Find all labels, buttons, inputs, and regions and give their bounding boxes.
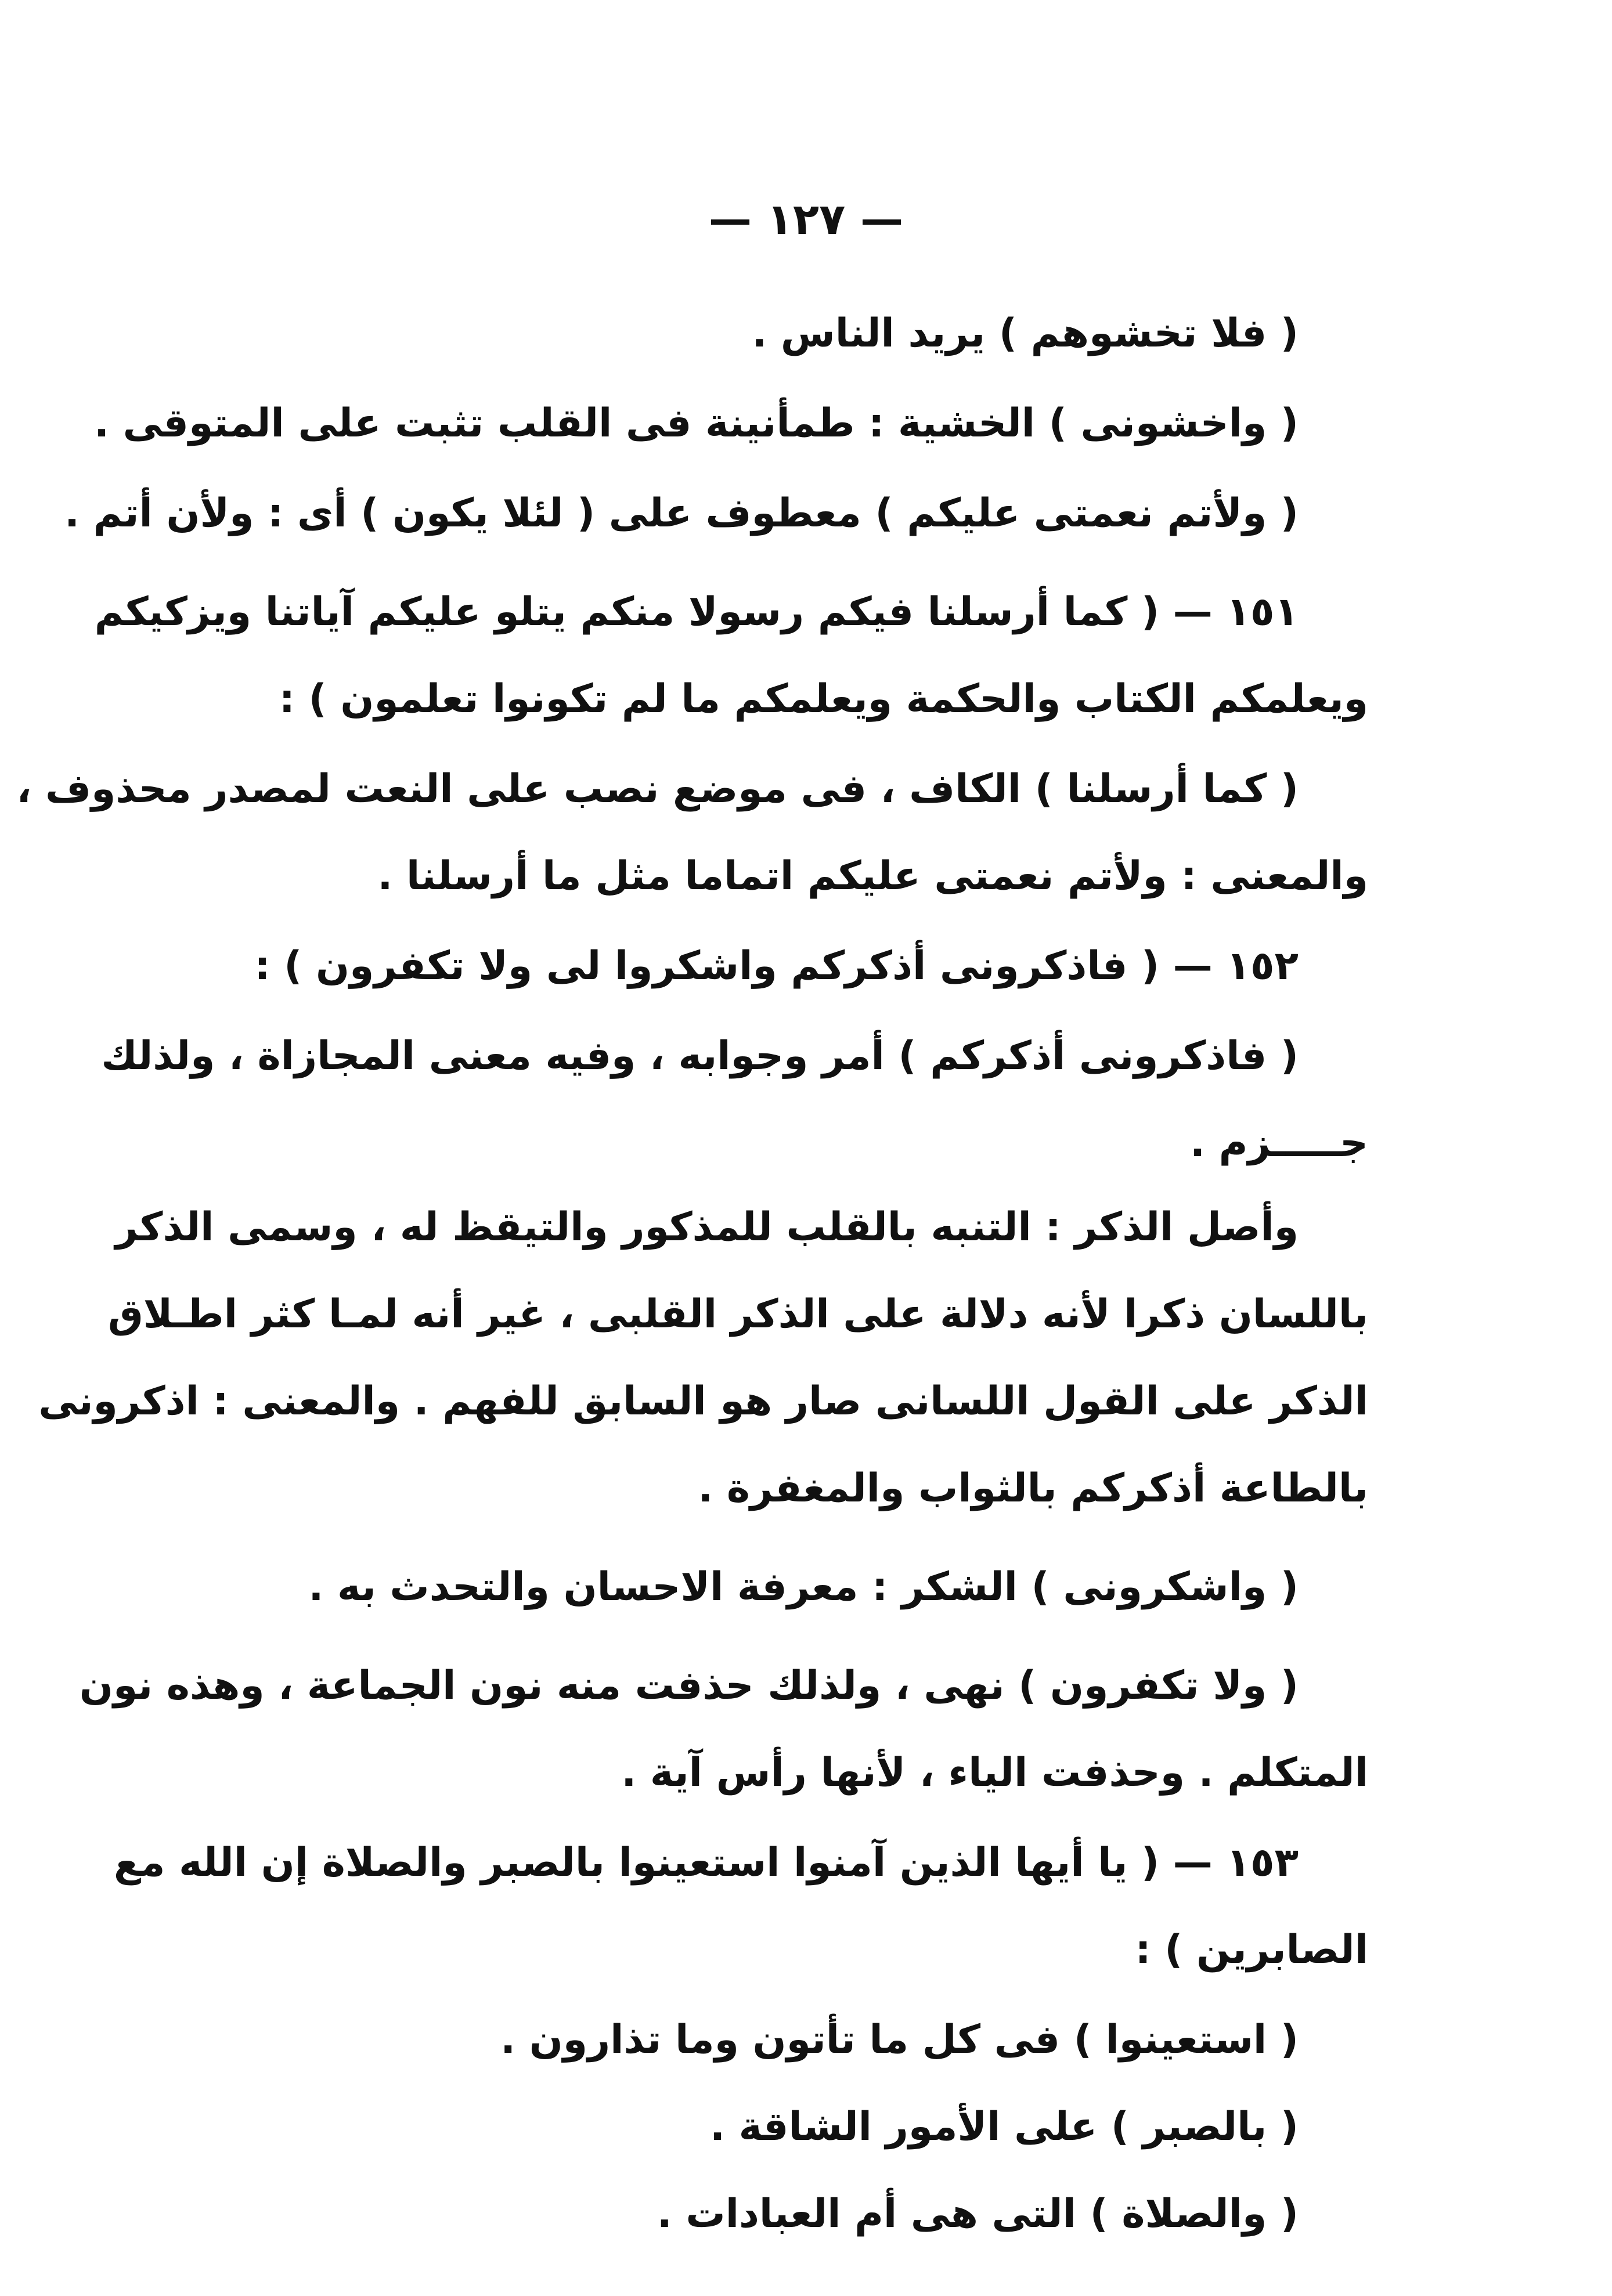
text-line: ١٥٢ — ( فاذكرونى أذكركم واشكروا لى ولا تكفرون ) : — [254, 943, 1299, 989]
gloss-paragraph — [38, 1184, 1368, 1532]
gloss-paragraph — [64, 470, 1368, 557]
text-line: بالطاعة أذكركم بالثواب والمغفرة . — [698, 1465, 1368, 1511]
text-line: ويعلمكم الكتاب والحكمة ويعلمكم ما لم تكونوا تعلمون ) : — [279, 676, 1368, 722]
text-line: ( فلا تخشوهم ) يريد الناس . — [752, 311, 1299, 356]
text-line: والمعنى : ولأتم نعمتى عليكم اتماما مثل ما أرسلنا . — [377, 853, 1368, 899]
text-line: ( استعينوا ) فى كل ما تأتون وما تذارون . — [500, 2017, 1299, 2063]
text-line: ( كما أرسلنا ) الكاف ، فى موضع نصب على النعت لمصدر محذوف ، — [16, 766, 1299, 812]
text-line: ( واشكرونى ) الشكر : معرفة الاحسان والتحدث به . — [308, 1564, 1299, 1610]
gloss-paragraph — [290, 2171, 1368, 2258]
verse-153 — [113, 1820, 1368, 1994]
gloss-paragraph — [290, 290, 1368, 377]
text-line: باللسان ذكرا لأنه دلالة على الذكر القلبى ، غير أنه لمـا كثر اطـلاق — [108, 1291, 1368, 1337]
text-line: جـــــزم . — [1190, 1120, 1368, 1166]
text-line: الصابرين ) : — [1135, 1927, 1368, 1973]
text-line: ( واخشونى ) الخشية : طمأنينة فى القلب تثبت على المتوقى . — [94, 400, 1299, 446]
gloss-paragraph — [94, 380, 1368, 467]
text-line: ( ولأتم نعمتى عليكم ) معطوف على ( لئلا يكون ) أى : ولأن أتم . — [64, 490, 1299, 536]
text-line: ١٥١ — ( كما أرسلنا فيكم رسولا منكم يتلو عليكم آياتنا ويزكيكم — [94, 589, 1299, 635]
gloss-paragraph — [16, 746, 1368, 920]
text-line: المتكلم . وحذفت الياء ، لأنها رأس آية . — [621, 1750, 1368, 1796]
text-line: ( بالصبر ) على الأمور الشاقة . — [710, 2104, 1299, 2150]
text-line: ( ولا تكفرون ) نهى ، ولذلك حذفت منه نون الجماعة ، وهذه نون — [79, 1663, 1299, 1709]
gloss-paragraph — [290, 1544, 1368, 1631]
verse-152 — [254, 923, 1368, 1010]
text-line: ١٥٣ — ( يا أيها الذين آمنوا استعينوا بالصبر والصلاة إن الله مع — [113, 1840, 1299, 1886]
text-line: ( والصلاة ) التى هى أم العبادات . — [657, 2191, 1299, 2237]
text-line: الذكر على القول اللسانى صار هو السابق للفهم . والمعنى : اذكرونى — [38, 1378, 1368, 1424]
text-line: وأصل الذكر : التنبه بالقلب للمذكور والتيقظ له ، وسمى الذكر — [115, 1204, 1299, 1250]
gloss-paragraph — [101, 1013, 1368, 1187]
gloss-paragraph — [290, 1997, 1368, 2084]
gloss-paragraph — [79, 1642, 1368, 1817]
gloss-paragraph — [290, 2084, 1368, 2171]
page-number: — ١٢٧ — — [708, 194, 904, 244]
text-line: ( فاذكرونى أذكركم ) أمر وجوابه ، وفيه معنى المجازاة ، ولذلك — [101, 1033, 1299, 1079]
verse-151 — [94, 569, 1368, 743]
